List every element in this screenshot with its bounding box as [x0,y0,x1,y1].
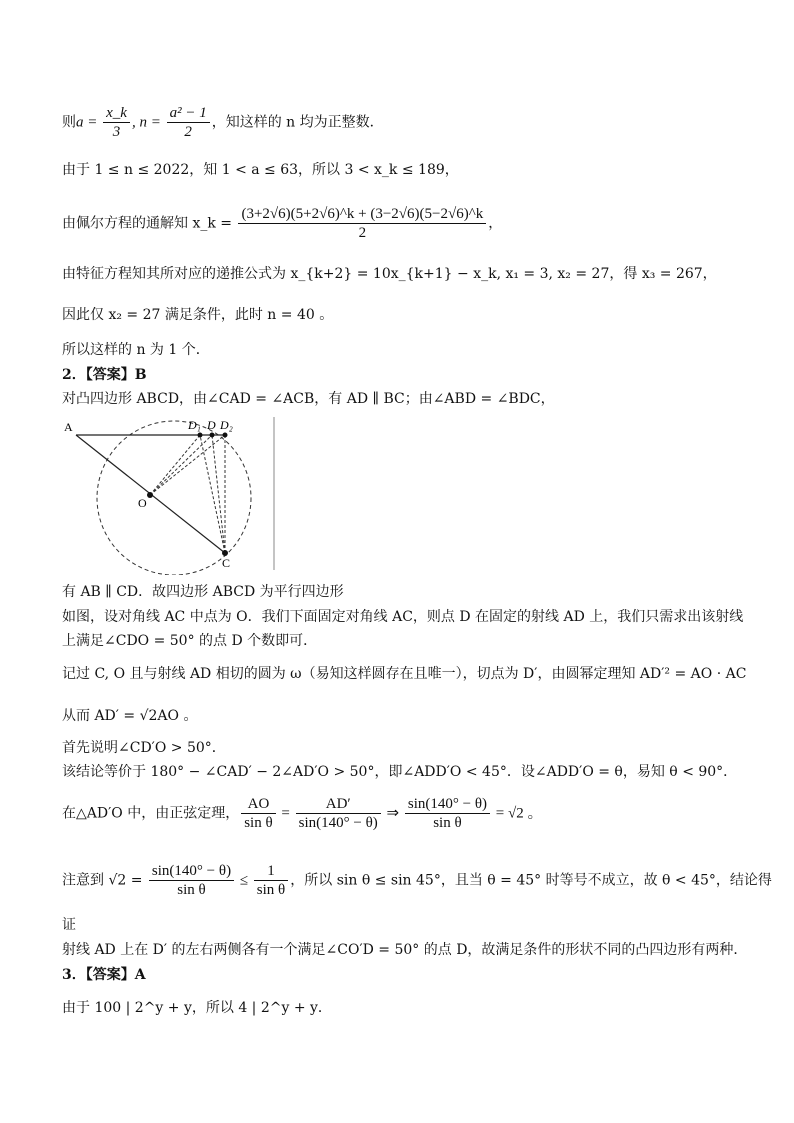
text-line-1 [62,104,384,141]
text: ，所以 sin θ ≤ sin 45°，且当 θ = 45° 时等号不成立，故 θ < 45°，结论得 [290,872,772,889]
text: ，知这样的 n 均为正整数． [211,114,384,131]
label-D: D [207,418,216,432]
frac-num: (3+2√6)(5+2√6)^k + (3−2√6)(5−2√6)^k [238,205,486,224]
label-O: O [138,496,147,510]
text: 在△AD′O 中，由正弦定理， [62,805,240,822]
equals: = [277,805,294,822]
frac-num: AO [241,795,275,814]
label-D2: D₂ [220,418,233,432]
point-D2 [223,433,228,438]
point-D [210,433,215,438]
implies-arrow: ⇒ [382,805,403,822]
answer-3-heading: 3．【答案】A [62,967,146,983]
answer-2-heading: 2．【答案】B [62,367,147,383]
frac-num: a² − 1 [167,104,210,123]
frac-den: sin θ [244,815,273,831]
text-line-3 [62,205,502,242]
frac-num: sin(140° − θ) [149,862,234,881]
math-n: , n = [131,114,165,131]
text-line-2: 由于 1 ≤ n ≤ 2022，知 1 < a ≤ 63，所以 3 < x_k ≤ 189， [62,162,459,178]
dashed-chords [150,435,225,553]
frac-num: 1 [254,862,288,881]
text: 则 [62,114,76,131]
text-line-14: 首先说明∠CD′O > 50°． [62,740,226,756]
text-line-16 [62,795,542,832]
geometry-figure [62,415,282,575]
text-line-19: 射线 AD 上在 D′ 的左右两侧各有一个满足∠CO′D = 50° 的点 D，故满足条件的形状不同的凸四边形有两种． [62,942,748,958]
frac-num: x_k [103,104,130,123]
text-line-9: 有 AB ∥ CD．故四边形 ABCD 为平行四边形 [62,584,344,600]
text-line-12: 记过 C, O 且与射线 AD 相切的圆为 ω（易知这样圆存在且唯一），切点为 D′，由圆幂定理知 AD′² = AO · AC [62,666,747,682]
frac-den: sin θ [177,882,206,898]
label-D1: D₁ [188,418,201,432]
frac-den: sin θ [433,815,462,831]
frac-den: sin(140° − θ) [298,815,378,831]
text-line-17 [62,862,772,899]
text-line-5: 因此仅 x₂ = 27 满足条件，此时 n = 40 。 [62,307,334,323]
text: ， [488,215,503,232]
text-line-4: 由特征方程知其所对应的递推公式为 x_{k+2} = 10x_{k+1} − x_k, x₁ = 3, x₂ = 27，得 x₃ = 267， [62,266,717,282]
point-D1 [198,433,203,438]
text-line-8: 对凸四边形 ABCD，由∠CAD = ∠ACB，有 AD ∥ BC；由∠ABD = ∠BDC， [62,391,555,407]
point-O [147,492,153,498]
frac-num: sin(140° − θ) [405,795,490,814]
text-line-10: 如图，设对角线 AC 中点为 O．我们下面固定对角线 AC，则点 D 在固定的射线 AD 上，我们只需求出该射线 [62,609,744,625]
text-line-13: 从而 AD′ = √2AO 。 [62,708,198,724]
frac-den: 3 [112,124,121,140]
math-a: a = [76,114,102,131]
text-line-11: 上满足∠CDO = 50° 的点 D 个数即可． [62,633,318,649]
frac-num: AD′ [296,795,381,814]
frac-den: 2 [358,225,367,241]
label-A: A [64,420,73,434]
text-line-18: 证 [62,917,76,933]
label-C: C [222,556,231,570]
frac-den: sin θ [256,882,286,898]
text: 由佩尔方程的通解知 x_k = [62,215,237,232]
frac-den: 2 [184,124,192,140]
text-line-15: 该结论等价于 180° − ∠CAD′ − 2∠AD′O > 50°，即∠ADD′O < 45°．设∠ADD′O = θ，易知 θ < 90°． [62,764,738,780]
le-sign: ≤ [236,872,252,889]
text-line-21: 由于 100 | 2^y + y，所以 4 | 2^y + y． [62,1000,332,1016]
text: 注意到 √2 = [62,872,147,889]
circle-omega [97,421,251,575]
text-line-6: 所以这样的 n 为 1 个． [62,342,210,358]
text: = √2 。 [492,805,543,822]
